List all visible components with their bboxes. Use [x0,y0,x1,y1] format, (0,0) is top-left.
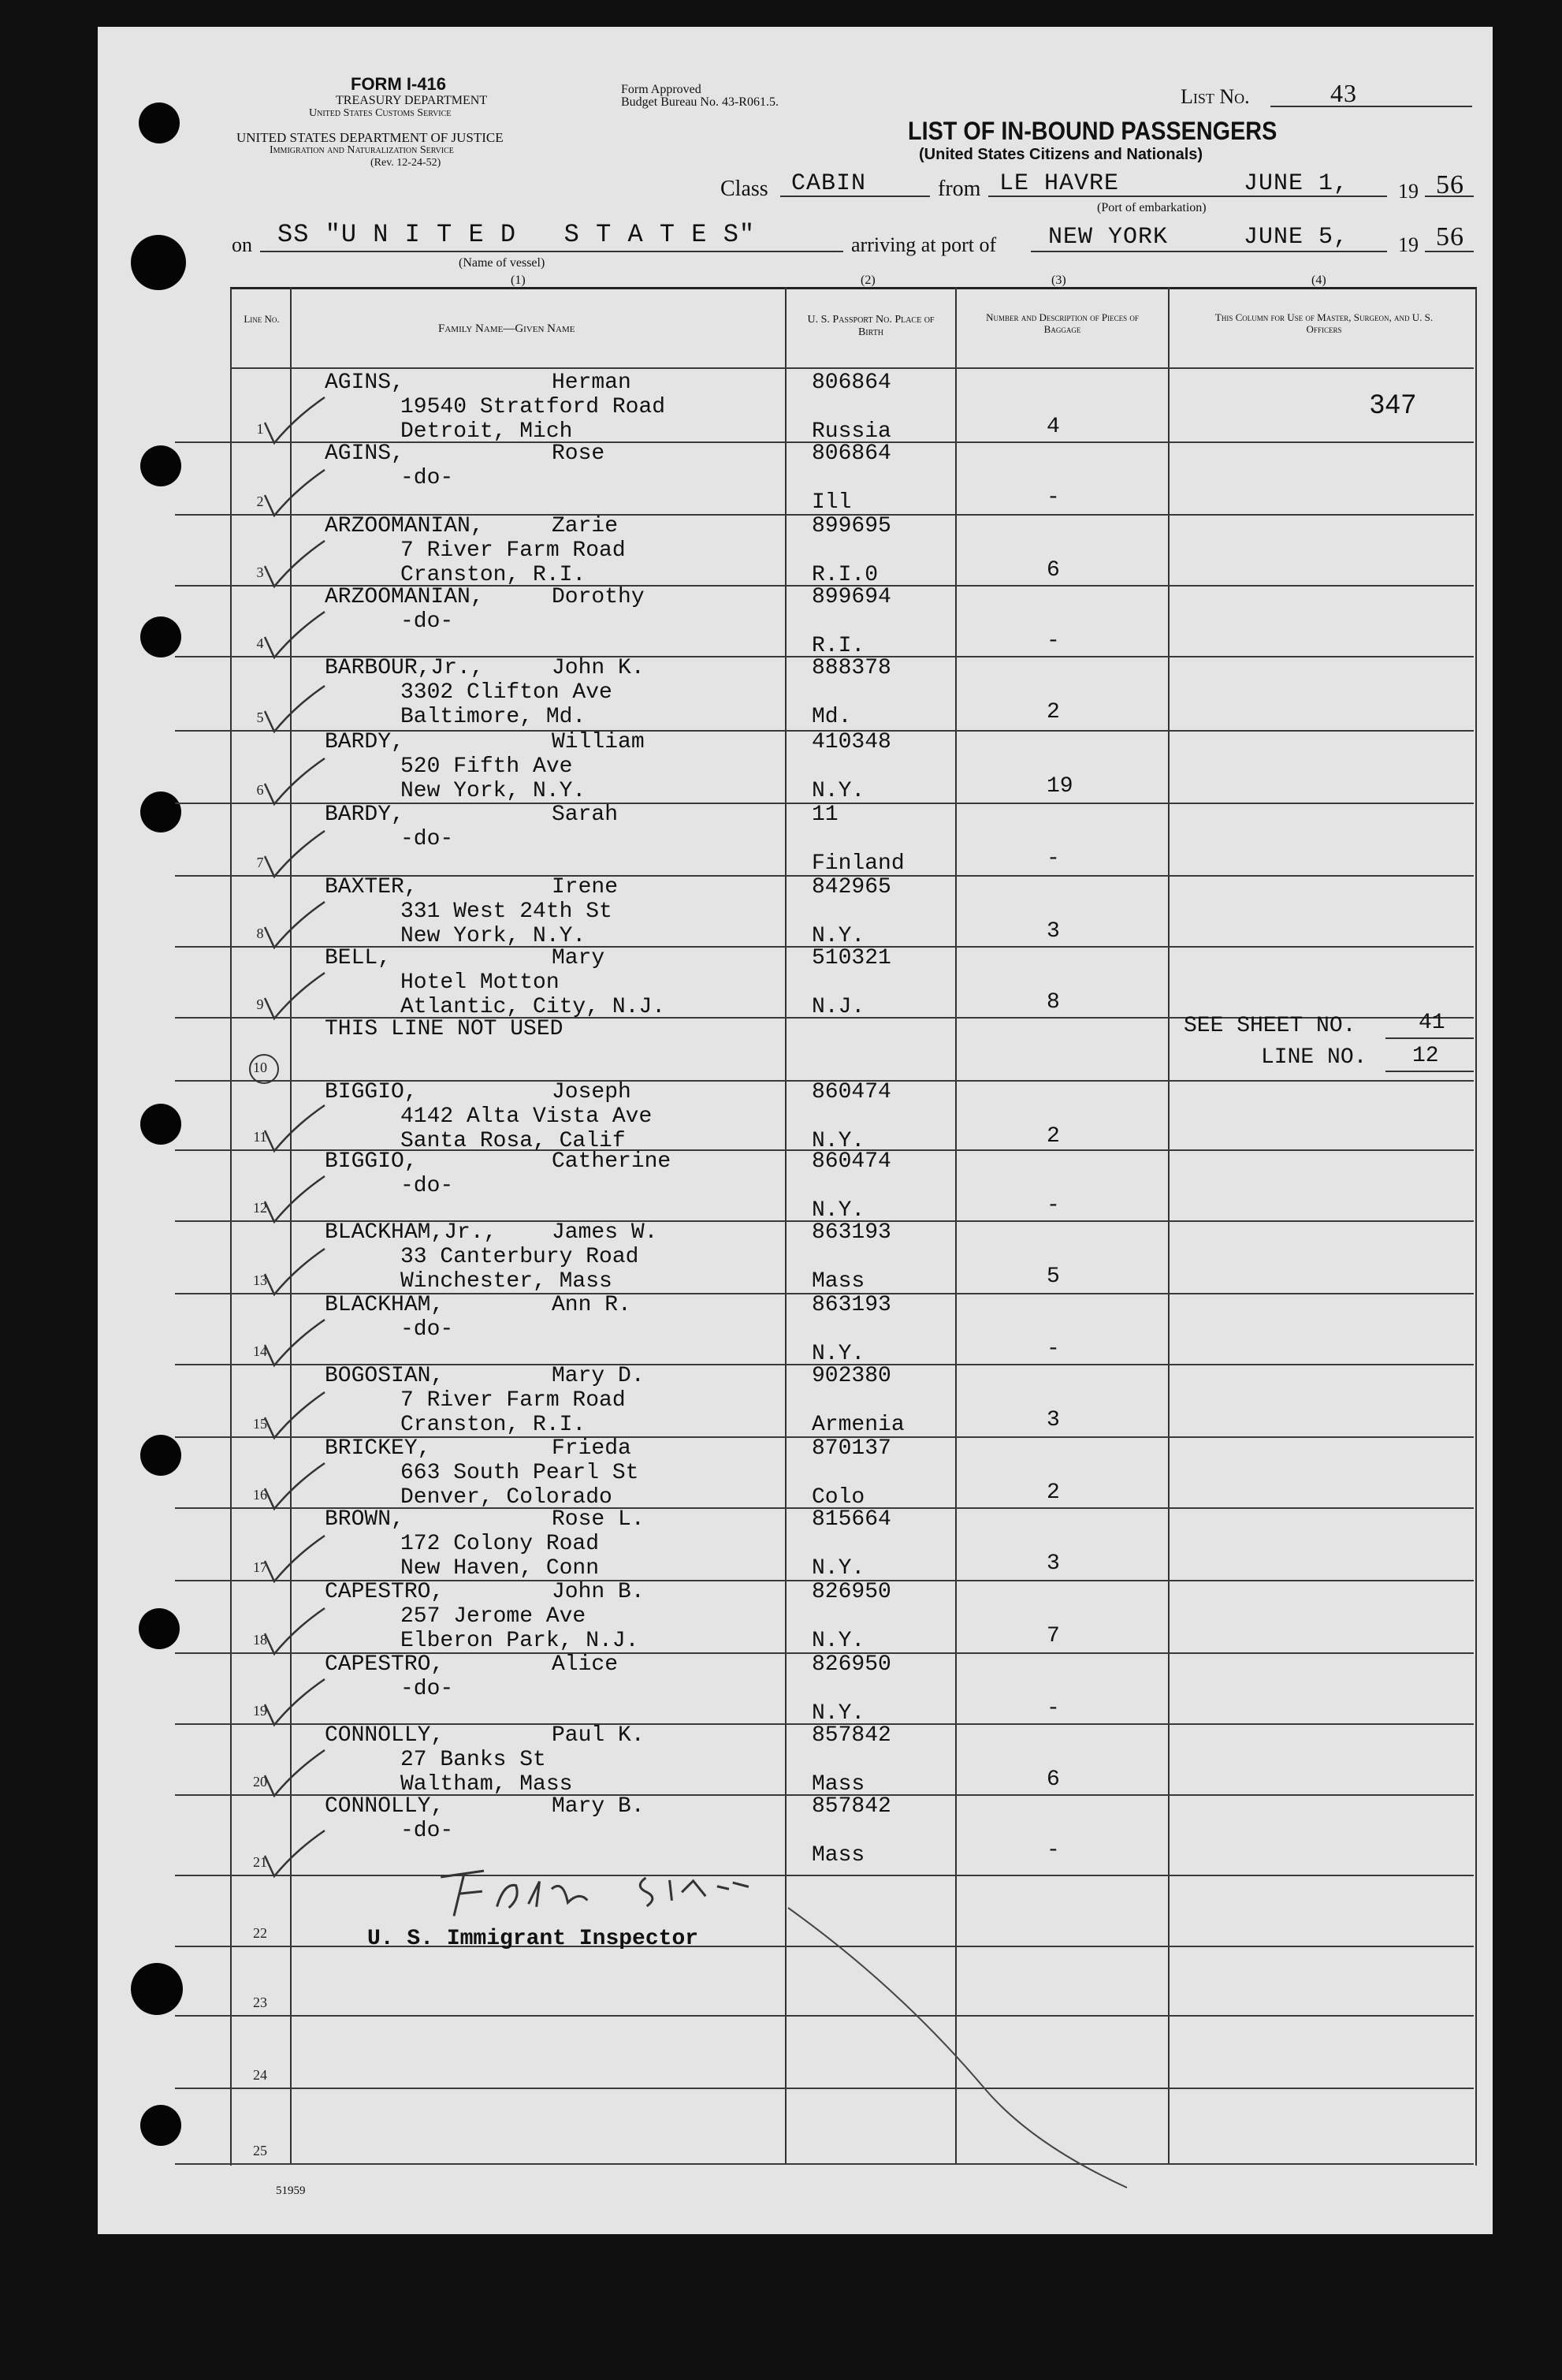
address-line-1: 27 Banks St [400,1748,546,1772]
passport-number: 870137 [812,1436,891,1461]
embark-year: 56 [1436,170,1464,199]
list-subtitle: (United States Citizens and Nationals) [919,146,1203,163]
given-name: Dorothy [552,585,645,609]
justice-dept: UNITED STATES DEPARTMENT OF JUSTICE [236,130,504,145]
line-no-value: 12 [1412,1044,1439,1068]
family-name: ARZOOMANIAN, [325,514,484,538]
checkmark-icon [263,828,326,883]
baggage-count: - [1047,1838,1060,1863]
family-name: ARZOOMANIAN, [325,585,484,609]
see-sheet-label: SEE SHEET NO. [1184,1014,1356,1038]
from-label: from [938,177,981,201]
passport-number: 806864 [812,441,891,466]
checkmark-icon [263,755,326,810]
line-number: 14 [253,1343,267,1359]
line-number: 5 [256,710,264,725]
checkmark-icon [263,1827,326,1883]
col-divider-passport [955,287,957,2163]
address-line-2: Waltham, Mass [400,1772,573,1797]
line-number: 3 [256,564,264,580]
address-line-1: 663 South Pearl St [400,1461,639,1485]
treasury-dept: TREASURY DEPARTMENT [336,94,488,107]
address-line-1: -do- [400,1677,454,1701]
passport-number: 815664 [812,1507,891,1532]
checkmark-icon [263,538,326,593]
given-name: Sarah [552,803,619,827]
line-number: 21 [253,1854,267,1870]
checkmark-icon [263,1389,326,1444]
passport-number: 857842 [812,1794,891,1819]
checkmark-icon [263,1246,326,1301]
passport-number: 860474 [812,1149,891,1174]
address-line-2: New York, N.Y. [400,779,586,803]
family-name: BOGOSIAN, [325,1364,444,1388]
port-embark-caption: (Port of embarkation) [1097,201,1207,214]
address-line-2: New York, N.Y. [400,924,586,948]
punch-hole [139,102,180,143]
line-number: 15 [253,1416,267,1432]
baggage-count: - [1047,847,1060,871]
address-line-2: Denver, Colorado [400,1485,612,1510]
punch-hole [131,1963,183,2015]
punch-hole [140,616,181,657]
passport-number: 899695 [812,514,891,538]
family-name: BLACKHAM, [325,1293,444,1317]
address-line-1: -do- [400,466,454,490]
passport-number: 11 [812,803,839,827]
family-name: BLACKHAM,Jr., [325,1220,497,1245]
line-no-line [1385,1071,1474,1072]
signature-scribble [409,1849,789,1926]
checkmark-icon [263,683,326,738]
arriving-label: arriving at port of [851,233,997,256]
baggage-count: 3 [1047,919,1060,944]
form-number: FORM I-416 [351,74,447,94]
place-of-birth: R.I.0 [812,563,879,587]
given-name: James W. [552,1220,658,1245]
list-title: LIST OF IN-BOUND PASSENGERS [908,117,1277,145]
line-number: 16 [253,1487,267,1503]
checkmark-icon [263,1173,326,1228]
family-name: BARBOUR,Jr., [325,656,484,680]
place-of-birth: Mass [812,1843,865,1868]
punch-hole [140,1104,181,1145]
see-sheet-value: 41 [1419,1011,1445,1035]
address-line-2: Baltimore, Md. [400,705,586,729]
place-of-birth: N.Y. [812,1342,865,1366]
line-number: 22 [253,1925,267,1941]
class-label: Class [720,177,768,201]
line-number: 12 [253,1200,267,1216]
family-name: THIS LINE NOT USED [325,1017,563,1041]
place-of-birth: N.Y. [812,1129,865,1153]
given-name: Alice [552,1652,619,1677]
address-line-1: -do- [400,1819,454,1843]
baggage-count: 3 [1047,1408,1060,1432]
col-1-number: (1) [511,274,526,287]
place-of-birth: N.J. [812,995,865,1019]
baggage-count: 5 [1047,1264,1060,1289]
line-number: 9 [256,996,264,1012]
line-number: 25 [253,2143,267,2158]
inspector-stamp: U. S. Immigrant Inspector [367,1927,699,1951]
address-line-1: -do- [400,1317,454,1342]
see-sheet-line [1385,1037,1474,1039]
baggage-count: 6 [1047,1767,1060,1792]
baggage-count: - [1047,1337,1060,1361]
given-name: Herman [552,371,631,395]
vessel-caption: (Name of vessel) [459,256,545,270]
checkmark-icon [263,1317,326,1372]
address-line-1: -do- [400,827,454,851]
address-line-1: 19540 Stratford Road [400,395,666,419]
passport-number: 860474 [812,1080,891,1104]
passport-number: 826950 [812,1652,891,1677]
address-line-1: 257 Jerome Ave [400,1604,586,1629]
address-line-1: 172 Colony Road [400,1532,600,1556]
given-name: Rose [552,441,605,466]
checkmark-icon [263,1102,326,1157]
place-of-birth: N.Y. [812,779,865,803]
checkmark-icon [263,609,326,664]
baggage-count: 2 [1047,1481,1060,1505]
checkmark-icon [263,1460,326,1515]
passport-number: 826950 [812,1580,891,1604]
line-number: 23 [253,1995,267,2010]
embark-port: LE HAVRE [999,170,1120,197]
punch-hole [140,791,181,832]
list-no-line [1270,106,1472,107]
baggage-count: - [1047,1697,1060,1721]
place-of-birth: Mass [812,1269,865,1294]
baggage-count: 7 [1047,1624,1060,1648]
family-name: CONNOLLY, [325,1723,444,1748]
form-approved: Form Approved [621,83,701,96]
vessel-name: SS "U N I T E D S T A T E S" [277,220,756,249]
year-prefix-2: 19 [1398,233,1419,256]
punch-hole [140,2105,181,2146]
place-of-birth: Colo [812,1485,865,1510]
checkmark-icon [263,970,326,1025]
line-number: 1 [256,421,264,437]
address-line-1: -do- [400,609,454,634]
family-name: BIGGIO, [325,1149,418,1174]
line-number: 6 [256,782,264,798]
row-rule [175,1875,1474,1876]
given-name: John B. [552,1580,645,1604]
family-name: CAPESTRO, [325,1652,444,1677]
col-header-line: Line No. [244,313,280,325]
passport-number: 857842 [812,1723,891,1748]
baggage-count: 8 [1047,990,1060,1015]
passport-number: 510321 [812,946,891,970]
given-name: Irene [552,875,619,899]
given-name: Mary B. [552,1794,645,1819]
passport-number: 410348 [812,730,891,754]
col-header-officers: This Column for Use of Master, Surgeon, and U. S. Officers [1214,311,1434,335]
revision: (Rev. 12-24-52) [370,157,441,169]
passport-number: 806864 [812,371,891,395]
baggage-count: - [1047,1194,1060,1218]
given-name: Catherine [552,1149,671,1174]
given-name: John K. [552,656,645,680]
arrival-date: JUNE 5, [1244,224,1349,251]
place-of-birth: Md. [812,705,852,729]
inspector-signature [409,1849,790,1934]
col-header-passport: U. S. Passport No. Place of Birth [807,314,935,339]
place-of-birth: Mass [812,1772,865,1797]
punch-hole [139,1608,180,1649]
address-line-2: Cranston, R.I. [400,563,586,587]
given-name: Frieda [552,1436,631,1461]
address-line-1: Hotel Motton [400,970,560,995]
checkmark-icon [263,1676,326,1731]
col-header-baggage: Number and Description of Pieces of Baggage [986,311,1139,335]
line-number: 7 [256,855,264,870]
address-line-1: 33 Canterbury Road [400,1245,639,1269]
ins-service: Immigration and Naturalization Service [270,144,454,156]
address-line-1: 7 River Farm Road [400,538,626,563]
place-of-birth: Ill [812,490,852,515]
line-number: 18 [253,1632,267,1648]
col-2-number: (2) [861,274,876,287]
header-rule [230,367,1474,369]
family-name: CONNOLLY, [325,1794,444,1819]
officer-note: 347 [1370,389,1417,419]
baggage-count: 6 [1047,558,1060,583]
passport-number: 863193 [812,1220,891,1245]
address-line-2: Winchester, Mass [400,1269,612,1294]
passport-number: 842965 [812,875,891,899]
baggage-count: - [1047,486,1060,510]
year-prefix-1: 19 [1398,180,1419,203]
baggage-count: 2 [1047,1124,1060,1149]
address-line-2: Cranston, R.I. [400,1413,586,1437]
place-of-birth: Russia [812,419,891,444]
place-of-birth: N.Y. [812,1701,865,1726]
baggage-count: 4 [1047,415,1060,439]
place-of-birth: N.Y. [812,1629,865,1653]
place-of-birth: Armenia [812,1413,905,1437]
given-name: Joseph [552,1080,631,1104]
checkmark-icon [263,1533,326,1588]
family-name: BIGGIO, [325,1080,418,1104]
col-3-number: (3) [1051,274,1066,287]
given-name: Rose L. [552,1507,645,1532]
col-header-name: Family Name—Given Name [438,322,575,335]
address-line-1: 331 West 24th St [400,899,612,924]
place-of-birth: Finland [812,851,905,876]
line-number: 13 [253,1272,267,1288]
place-of-birth: N.Y. [812,1198,865,1223]
line-number: 10 [253,1060,267,1075]
checkmark-icon [263,1605,326,1660]
line-number: 19 [253,1703,267,1719]
vessel-line [260,251,843,252]
address-line-2: New Haven, Conn [400,1556,600,1581]
line-no-label: LINE NO. [1261,1045,1367,1070]
line-number: 17 [253,1559,267,1575]
address-line-2: Elberon Park, N.J. [400,1629,639,1653]
passport-number: 902380 [812,1364,891,1388]
checkmark-icon [263,1747,326,1802]
line-number: 2 [256,494,264,509]
baggage-count: 19 [1047,774,1073,799]
family-name: BROWN, [325,1507,404,1532]
passport-number: 888378 [812,656,891,680]
family-name: BARDY, [325,730,404,754]
line-number: 24 [253,2067,267,2083]
col-divider-baggage [1168,287,1170,2163]
checkmark-icon [263,899,326,954]
col-4-number: (4) [1311,274,1326,287]
line-number: 11 [253,1129,267,1145]
line-number: 20 [253,1774,267,1790]
checkmark-icon [263,394,326,449]
list-no-label: List No. [1181,85,1250,108]
budget-bureau: Budget Bureau No. 43-R061.5. [621,95,779,109]
baggage-count: - [1047,629,1060,654]
given-name: Mary [552,946,605,970]
given-name: Mary D. [552,1364,645,1388]
port-line [1031,251,1387,252]
given-name: Paul K. [552,1723,645,1748]
family-name: CAPESTRO, [325,1580,444,1604]
address-line-2: Santa Rosa, Calif [400,1129,626,1153]
line-number: 4 [256,635,264,651]
arrival-year: 56 [1436,222,1464,251]
family-name: BRICKEY, [325,1436,431,1461]
address-line-1: -do- [400,1174,454,1198]
address-line-2: Atlantic, City, N.J. [400,995,666,1019]
address-line-2: Detroit, Mich [400,419,573,444]
cancel-stroke [780,1892,1143,2192]
address-line-1: 7 River Farm Road [400,1388,626,1413]
punch-hole [140,1435,181,1476]
given-name: William [552,730,645,754]
family-name: AGINS, [325,441,404,466]
address-line-1: 4142 Alta Vista Ave [400,1104,653,1129]
embark-date: JUNE 1, [1244,170,1349,197]
passport-number: 863193 [812,1293,891,1317]
line-ten-circle [249,1054,279,1084]
place-of-birth: N.Y. [812,1556,865,1581]
address-line-1: 3302 Clifton Ave [400,680,612,705]
arrival-port: NEW YORK [1048,224,1169,251]
given-name: Zarie [552,514,619,538]
address-line-1: 520 Fifth Ave [400,754,573,779]
checkmark-icon [263,467,326,522]
baggage-count: 2 [1047,700,1060,724]
baggage-count: 3 [1047,1551,1060,1576]
place-of-birth: N.Y. [812,924,865,948]
passport-number: 899694 [812,585,891,609]
family-name: AGINS, [325,371,404,395]
customs-service: United States Customs Service [309,107,452,119]
on-label: on [232,233,252,256]
family-name: BELL, [325,946,392,970]
family-name: BAXTER, [325,875,418,899]
punch-hole [140,445,181,486]
footer-code: 51959 [276,2184,306,2197]
line-number: 8 [256,926,264,941]
punch-hole [131,235,186,290]
place-of-birth: R.I. [812,634,865,658]
family-name: BARDY, [325,803,404,827]
class-value: CABIN [791,170,867,197]
list-no-value: 43 [1330,79,1357,107]
given-name: Ann R. [552,1293,631,1317]
